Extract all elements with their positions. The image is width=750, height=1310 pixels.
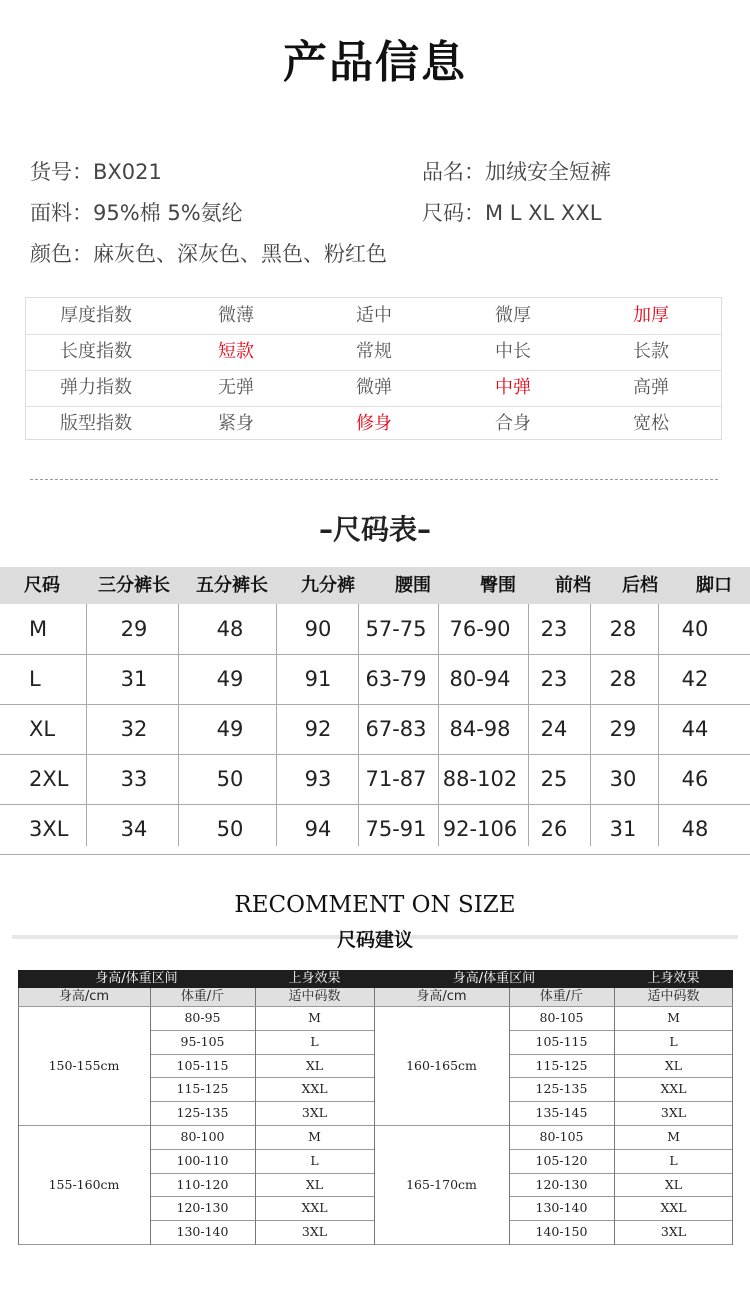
dashed-divider <box>30 479 718 480</box>
size-chart-cell: 44 <box>681 717 709 741</box>
size-chart-col-divider <box>178 604 179 846</box>
size-chart-cell: 57-75 <box>365 617 427 641</box>
recommend-weight: 95-105 <box>180 1033 225 1049</box>
recommend-weight: 100-110 <box>176 1152 229 1168</box>
size-chart-col-divider <box>590 604 591 846</box>
recommend-height: 155-160cm <box>48 1176 120 1192</box>
size-chart-cell: 24 <box>540 717 568 741</box>
recommend-top-line <box>18 1006 733 1007</box>
index-label: 弹力指数 <box>60 377 132 398</box>
recommend-weight: 80-105 <box>539 1010 584 1025</box>
recommend-col-line <box>509 988 510 1245</box>
recommend-row-line <box>509 1173 733 1174</box>
recommend-row-line <box>509 1101 733 1102</box>
recommend-row-line <box>150 1054 374 1055</box>
recommend-subheader-cell: 身高/cm <box>416 989 467 1004</box>
size-chart-header-cell: 三分裤长 <box>98 575 170 596</box>
size-chart-header-cell: 九分裤 <box>301 575 355 596</box>
index-option: 微厚 <box>495 305 531 326</box>
index-option-selected: 中弹 <box>495 377 531 398</box>
size-chart-cell: 28 <box>609 667 637 691</box>
recommend-size: 3XL <box>660 1105 687 1121</box>
recommend-size: XL <box>664 1176 683 1192</box>
index-option: 宽松 <box>633 413 669 434</box>
recommend-row-line <box>509 1054 733 1055</box>
recommend-col-line <box>18 988 19 1245</box>
size-chart-cell: 25 <box>540 767 568 791</box>
size-chart-cell: 71-87 <box>365 767 427 791</box>
recommend-row-line <box>509 1077 733 1078</box>
recommend-header-sub <box>18 988 733 1006</box>
size-chart-cell: 33 <box>120 767 148 791</box>
recommend-weight: 125-135 <box>176 1105 229 1121</box>
recommend-size: XXL <box>660 1200 687 1216</box>
size-chart-cell: 50 <box>216 817 244 841</box>
size-chart-row <box>0 604 750 655</box>
recommend-header-cell: 上身效果 <box>647 971 700 986</box>
fabric-info: 面料：95%棉 5%氨纶 <box>30 201 243 225</box>
index-label: 长度指数 <box>60 341 132 362</box>
size-chart-cell: 49 <box>216 717 244 741</box>
size-chart-cell: 30 <box>609 767 637 791</box>
size-chart-row <box>0 654 750 705</box>
size-chart-col-divider <box>658 604 659 846</box>
recommend-title-cn: 尺码建议 <box>336 929 413 951</box>
recommend-size: M <box>667 1010 680 1025</box>
recommend-weight: 80-105 <box>539 1129 584 1144</box>
size-chart-cell: 29 <box>609 717 637 741</box>
recommend-height: 150-155cm <box>48 1057 120 1073</box>
size-chart-header-cell: 脚口 <box>696 575 732 596</box>
recommend-col-line <box>614 988 615 1245</box>
recommend-col-line <box>255 988 256 1245</box>
size-chart-cell: 90 <box>304 617 332 641</box>
size-chart-header <box>0 567 750 604</box>
size-chart-cell: 48 <box>216 617 244 641</box>
size-chart-col-divider <box>276 604 277 846</box>
size-chart-cell: 28 <box>609 617 637 641</box>
recommend-col-line <box>150 988 151 1245</box>
recommend-row-line <box>150 1220 374 1221</box>
index-row <box>26 406 721 442</box>
recommend-row-line <box>150 1030 374 1031</box>
size-chart-row <box>0 754 750 805</box>
size-chart-cell: 93 <box>304 767 332 791</box>
recommend-size: 3XL <box>660 1224 687 1240</box>
index-option: 长款 <box>633 341 669 362</box>
size-chart-cell: 23 <box>540 617 568 641</box>
recommend-row-line <box>509 1030 733 1031</box>
recommend-weight: 105-120 <box>535 1152 588 1168</box>
recommend-size: L <box>310 1152 319 1168</box>
index-option: 合身 <box>495 413 531 434</box>
size-chart-cell: 88-102 <box>442 767 518 791</box>
size-chart-header-cell: 臀围 <box>480 575 516 596</box>
recommend-header-cell: 上身效果 <box>288 971 341 986</box>
recommend-subheader-cell: 体重/斤 <box>180 989 225 1004</box>
recommend-size: XXL <box>301 1200 328 1216</box>
recommend-row-line <box>150 1077 374 1078</box>
index-label: 厚度指数 <box>60 305 132 326</box>
recommend-size: XL <box>664 1057 683 1073</box>
size-chart-cell: 32 <box>120 717 148 741</box>
size-chart-cell: M <box>29 617 48 641</box>
size-chart-cell: 49 <box>216 667 244 691</box>
index-option-selected: 加厚 <box>633 305 669 326</box>
recommend-row-line <box>509 1196 733 1197</box>
page-title: 产品信息 <box>283 37 467 88</box>
index-option: 微弹 <box>356 377 392 398</box>
recommend-row-line <box>509 1149 733 1150</box>
size-chart-col-divider <box>438 604 439 846</box>
index-row <box>26 298 721 335</box>
size-chart-col-divider <box>528 604 529 846</box>
size-chart-cell: 94 <box>304 817 332 841</box>
recommend-size: M <box>667 1129 680 1144</box>
size-chart-cell: 75-91 <box>365 817 427 841</box>
size-chart-cell: 3XL <box>29 817 69 841</box>
recommend-col-line <box>374 988 375 1245</box>
recommend-col-line <box>732 988 733 1245</box>
recommend-header-cell: 身高/体重区间 <box>95 971 178 986</box>
size-chart-cell: 50 <box>216 767 244 791</box>
size-chart-cell: 40 <box>681 617 709 641</box>
color-list: 颜色：麻灰色、深灰色、黑色、粉红色 <box>30 242 387 266</box>
index-label: 版型指数 <box>60 413 132 434</box>
size-chart-cell: 29 <box>120 617 148 641</box>
recommend-row-line <box>150 1149 374 1150</box>
recommend-size: XXL <box>660 1081 687 1097</box>
recommend-weight: 135-145 <box>535 1105 588 1121</box>
recommend-header-top <box>18 970 733 988</box>
recommend-weight: 125-135 <box>535 1081 588 1097</box>
recommend-weight: 110-120 <box>176 1176 229 1192</box>
recommend-row-line <box>150 1173 374 1174</box>
recommend-group-line <box>18 1125 733 1126</box>
size-chart-cell: 42 <box>681 667 709 691</box>
size-chart-row <box>0 704 750 755</box>
item-number: 货号：BX021 <box>30 160 162 184</box>
index-option: 紧身 <box>218 413 254 434</box>
recommend-size: XL <box>305 1057 324 1073</box>
index-option-selected: 短款 <box>218 341 254 362</box>
index-option: 适中 <box>356 305 392 326</box>
recommend-weight: 120-130 <box>176 1200 229 1216</box>
index-option-selected: 修身 <box>356 413 392 434</box>
index-row <box>26 334 721 371</box>
recommend-row-line <box>509 1220 733 1221</box>
size-chart-cell: 76-90 <box>449 617 511 641</box>
recommend-size: L <box>669 1033 678 1049</box>
size-chart-cell: 34 <box>120 817 148 841</box>
recommend-weight: 115-125 <box>176 1081 229 1097</box>
recommend-size: M <box>308 1129 321 1144</box>
size-chart-cell: 2XL <box>29 767 69 791</box>
size-chart-header-cell: 五分裤长 <box>196 575 268 596</box>
size-chart-cell: 84-98 <box>449 717 511 741</box>
recommend-size: L <box>310 1033 319 1049</box>
size-chart-cell: 67-83 <box>365 717 427 741</box>
index-option: 中长 <box>495 341 531 362</box>
recommend-row-line <box>150 1196 374 1197</box>
recommend-weight: 120-130 <box>535 1176 588 1192</box>
index-option: 微薄 <box>218 305 254 326</box>
size-chart-cell: 31 <box>120 667 148 691</box>
recommend-size: 3XL <box>301 1224 328 1240</box>
recommend-group-line <box>18 1244 733 1245</box>
size-chart-header-cell: 腰围 <box>395 575 431 596</box>
recommend-height: 160-165cm <box>406 1057 477 1073</box>
recommend-title-en: RECOMMENT ON SIZE <box>234 892 516 918</box>
recommend-size: XL <box>305 1176 324 1192</box>
size-chart-cell: 31 <box>609 817 637 841</box>
recommend-weight: 140-150 <box>535 1224 588 1240</box>
recommend-weight: 115-125 <box>535 1057 588 1073</box>
size-chart-cell: 46 <box>681 767 709 791</box>
size-list: 尺码：M L XL XXL <box>422 201 602 225</box>
recommend-weight: 80-95 <box>184 1010 221 1025</box>
recommend-weight: 105-115 <box>176 1057 229 1073</box>
recommend-weight: 80-100 <box>180 1129 225 1144</box>
recommend-subheader-cell: 体重/斤 <box>539 989 584 1004</box>
recommend-size: 3XL <box>301 1105 328 1121</box>
recommend-size: M <box>308 1010 321 1025</box>
recommend-row-line <box>150 1101 374 1102</box>
product-name: 品名：加绒安全短裤 <box>422 160 611 184</box>
size-chart-header-cell: 尺码 <box>24 575 60 596</box>
recommend-subheader-cell: 身高/cm <box>58 989 110 1004</box>
index-option: 高弹 <box>633 377 669 398</box>
recommend-header-cell: 身高/体重区间 <box>452 971 536 986</box>
size-chart-col-divider <box>86 604 87 846</box>
recommend-subheader-cell: 适中码数 <box>647 989 700 1004</box>
size-chart-col-divider <box>358 604 359 846</box>
recommend-weight: 130-140 <box>176 1224 229 1240</box>
size-chart-cell: 80-94 <box>449 667 511 691</box>
recommend-weight: 130-140 <box>535 1200 588 1216</box>
recommend-size: L <box>669 1152 678 1168</box>
recommend-size: XXL <box>301 1081 328 1097</box>
recommend-table <box>18 970 733 1245</box>
size-chart-cell: 91 <box>304 667 332 691</box>
index-option: 无弹 <box>218 377 254 398</box>
size-chart-row <box>0 804 750 855</box>
index-table <box>25 297 722 440</box>
size-chart-cell: L <box>29 667 41 691</box>
recommend-subheader-cell: 适中码数 <box>288 989 341 1004</box>
size-chart-cell: 26 <box>540 817 568 841</box>
size-chart-cell: 63-79 <box>365 667 427 691</box>
index-row <box>26 370 721 407</box>
recommend-height: 165-170cm <box>406 1176 477 1192</box>
size-chart-header-cell: 后档 <box>622 575 658 596</box>
size-chart-cell: 23 <box>540 667 568 691</box>
size-chart-cell: 92-106 <box>442 817 518 841</box>
size-chart-header-cell: 前档 <box>555 575 591 596</box>
index-option: 常规 <box>356 341 392 362</box>
size-chart-cell: 48 <box>681 817 709 841</box>
size-chart-cell: XL <box>29 717 56 741</box>
size-chart-cell: 92 <box>304 717 332 741</box>
size-chart-title: –尺码表– <box>318 513 431 546</box>
recommend-weight: 105-115 <box>535 1033 588 1049</box>
